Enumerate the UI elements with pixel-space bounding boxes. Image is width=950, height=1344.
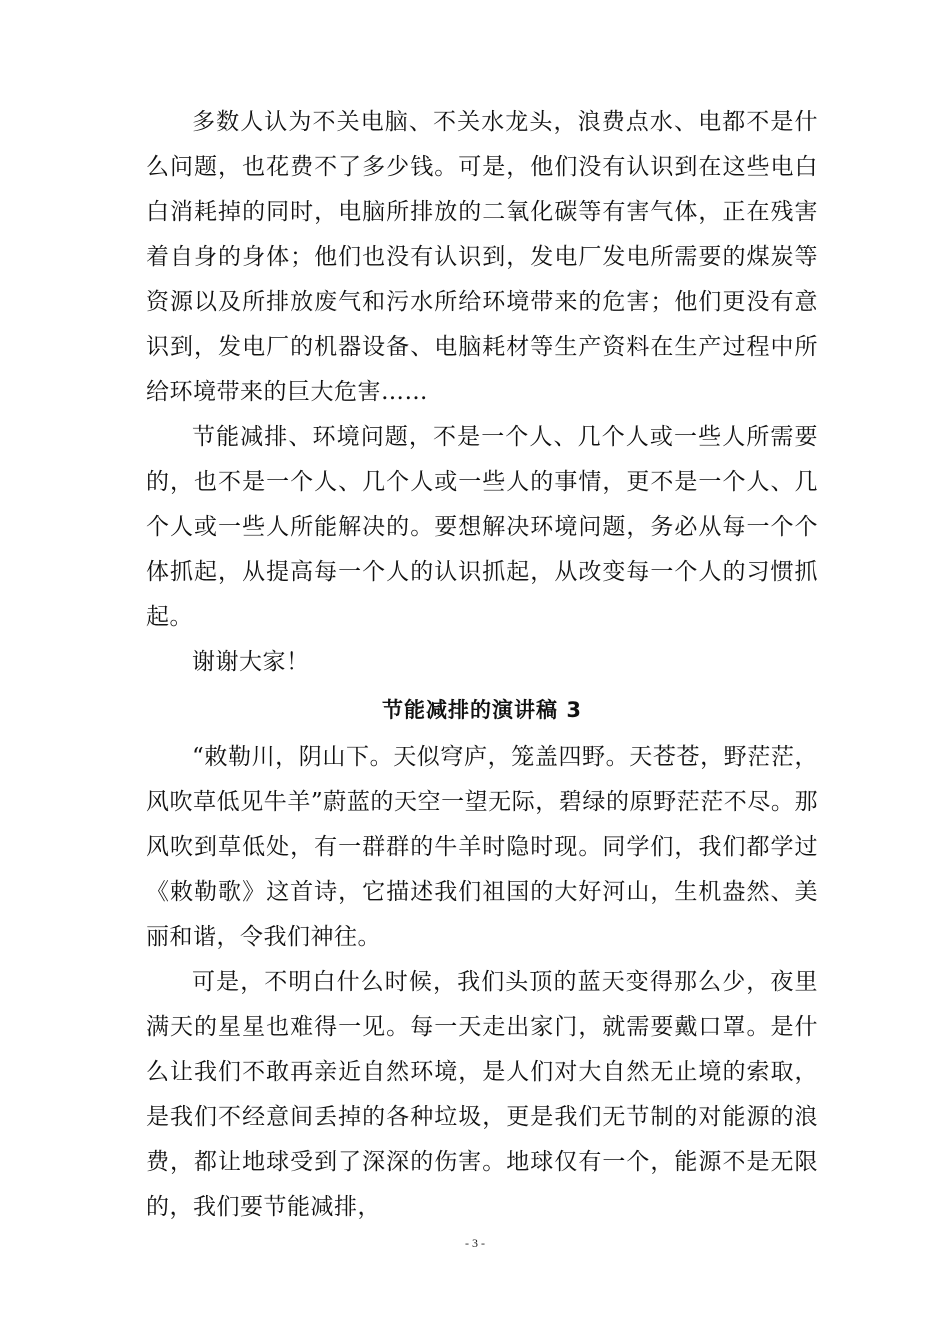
paragraph-waste-electricity: 多数人认为不关电脑、不关水龙头，浪费点水、电都不是什么问题，也花费不了多少钱。可是，他们没有认识到在这些电白白消耗掉的同时，电脑所排放的二氧化碳等有害气体，正在残害着自身的身体；他们也没有认识到，发电厂发电所需要的煤炭等资源以及所排放废气和污水所给环境带来的危害；他们更没有意识到，发电厂的机器设备、电脑耗材等生产资料在生产过程中所给环境带来的巨大危害…… [146, 109, 818, 405]
paragraph-chile-song: “敕勒川，阴山下。天似穹庐，笼盖四野。天苍苍，野茫茫，风吹草低见牛羊”蔚蓝的天空一望无际，碧绿的原野茫茫不尽。那风吹到草低处，有一群群的牛羊时隐时现。同学们，我们都学过《敕勒歌》这首诗，它描述我们祖国的大好河山，生机盎然、美丽和谐，令我们神往。 [146, 744, 818, 950]
paragraph-blue-sky: 可是，不明白什么时候，我们头顶的蓝天变得那么少，夜里满天的星星也难得一见。每一天走出家门，就需要戴口罩。是什么让我们不敢再亲近自然环境，是人们对大自然无止境的索取，是我们不经意间丢掉的各种垃圾，更是我们无节制的对能源的浪费，都让地球受到了深深的伤害。地球仅有一个，能源不是无限的，我们要节能减排， [146, 969, 818, 1220]
paragraph-thanks: 谢谢大家！ [192, 649, 310, 675]
page-number: - 3 - [465, 1236, 485, 1250]
document-body [146, 100, 818, 1230]
paragraph-environment-problem: 节能减排、环境问题，不是一个人、几个人或一些人所需要的，也不是一个人、几个人或一些人的事情，更不是一个人、几个人或一些人所能解决的。要想解决环境问题，务必从每一个个体抓起，从提高每一个人的认识抓起，从改变每一个人的习惯抓起。 [146, 424, 818, 630]
section-heading: 节能减排的演讲稿 3 [382, 698, 582, 722]
